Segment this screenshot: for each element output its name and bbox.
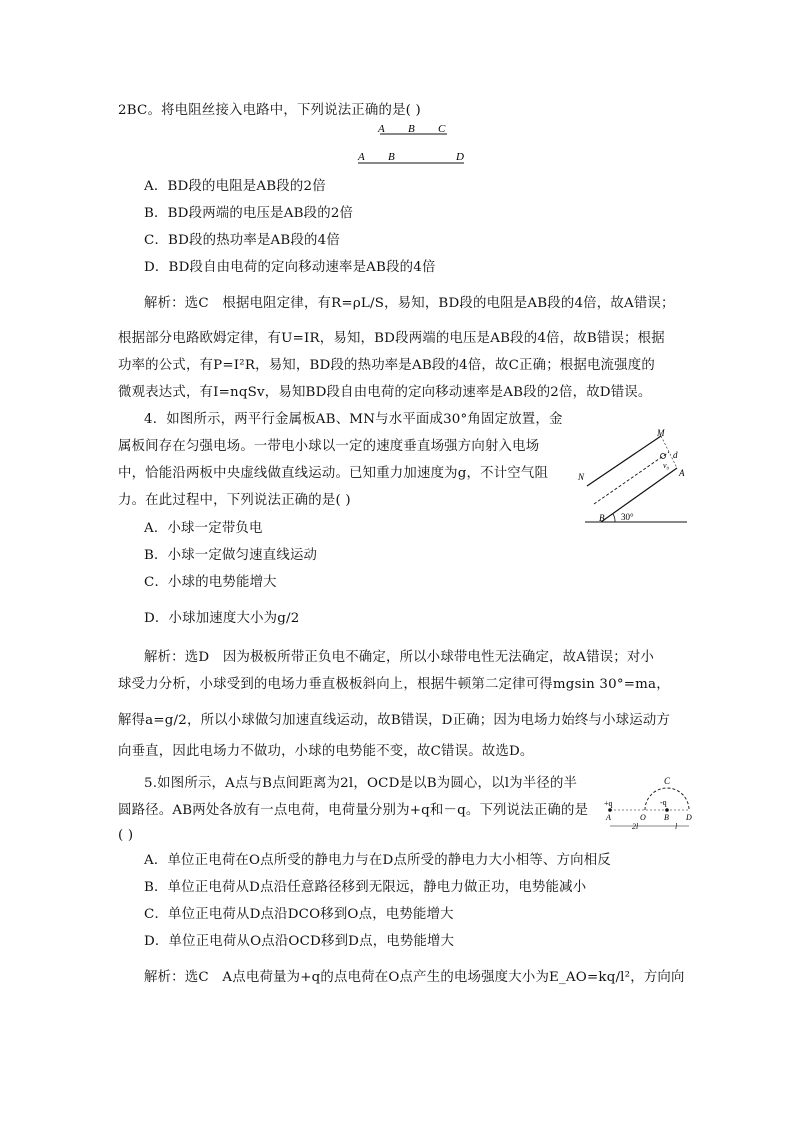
label-n: N [578,472,585,482]
q4-stem-line-3: 中，恰能沿两板中央虚线做直线运动。已知重力加速度为g，不计空气阻 [118,466,549,481]
q5-option-a: A．单位正电荷在O点所受的静电力与在D点所受的静电力大小相等、方向相反 [144,853,611,868]
ball [661,454,666,459]
q3-option-b: B．BD段两端的电压是AB段的2倍 [144,206,354,221]
wire-top-label-c: C [438,123,446,135]
label-d: d [673,450,678,460]
q5-stem-line-1: 5.如图所示，A点与B点间距离为2l，OCD是以B为圆心，以l为半径的半 [144,776,578,791]
charge-a-dot [608,808,612,812]
q3-analysis-line-3: 功率的公式，有P=I²R，易知，BD段的热功率是AB段的4倍，故C正确；根据电流强度的 [118,358,655,373]
label-o: O [640,813,646,822]
q4-stem-line-4: 力。在此过程中，下列说法正确的是( ) [118,493,351,508]
q5-stem-line-2: 圆路径。AB两处各放有一点电荷，电荷量分别为+q和－q。下列说法正确的是 [118,803,589,818]
q4-option-a: A．小球一定带负电 [144,521,263,536]
q3-analysis-line-4: 微观表达式，有I=nqSv，易知BD段自由电荷的定向移动速率是AB段的2倍，故D错误。 [118,385,652,400]
q3-analysis-line-1: 解析：选C 根据电阻定律，有R=ρL/S，易知，BD段的电阻是AB段的4倍，故A错误； [144,296,675,311]
q3-option-d: D．BD段自由电荷的定向移动速率是AB段的4倍 [144,260,436,275]
label-plus-q: +q [604,799,613,808]
label-b: B [664,813,669,822]
label-a: A [606,813,611,822]
label-2l: 2l [632,822,639,830]
q4-analysis-line-1: 解析：选D 因为极板所带正负电不确定，所以小球带电性无法确定，故A错误；对小 [144,650,655,665]
plates-diagram [575,428,693,526]
q4-option-c: C．小球的电势能增大 [144,575,277,590]
label-v0: v₀ [663,461,670,470]
semicircle-path [645,788,689,810]
q4-option-b: B．小球一定做匀速直线运动 [144,548,318,563]
wire-top-label-a: A [378,123,385,135]
label-angle: 30° [621,512,634,522]
q5-option-b: B．单位正电荷从D点沿任意路径移到无限远，静电力做正功，电势能减小 [144,880,587,895]
center-dashed-line [594,452,669,504]
q3-analysis-line-2: 根据部分电路欧姆定律，有U=IR，易知，BD段两端的电压是AB段的4倍，故B错误；根据 [118,331,665,346]
plate-mn [587,436,661,486]
charge-b-dot [665,808,669,812]
q5-option-d: D．单位正电荷从O点沿OCD移到D点，电势能增大 [144,934,455,949]
label-a: A [679,468,685,478]
q4-analysis-line-3: 解得a=g/2，所以小球做匀加速直线运动，故B错误，D正确；因为电场力始终与小球运动方 [118,713,671,728]
q4-stem-line-2: 属板间存在匀强电场。一带电小球以一定的速度垂直场强方向射入电场 [118,439,540,454]
q4-analysis-line-4: 向垂直，因此电场力不做功，小球的电势能不变，故C错误。故选D。 [118,744,534,759]
q3-stem-tail: 2BC。将电阻丝接入电路中，下列说法正确的是( ) [118,103,421,118]
plate-ab [601,468,677,522]
q4-plates-figure [575,428,693,530]
label-c: C [664,776,671,786]
label-d: D [686,813,692,822]
angle-arc [613,514,615,522]
wire-bottom-label-b: B [388,151,395,163]
wire-diagram [350,118,480,168]
label-minus-q: -q [660,798,667,807]
label-m: M [657,428,665,438]
q3-option-c: C．BD段的热功率是AB段的4倍 [144,233,340,248]
q4-option-d: D．小球加速度大小为g/2 [144,611,300,626]
q5-stem-line-3: ( ) [118,828,134,843]
charges-diagram [600,772,696,830]
q4-analysis-line-2: 球受力分析，小球受到的电场力垂直极板斜向上，根据牛顿第二定律可得mgsin 30°=ma， [118,677,670,692]
q4-stem-line-1: 4．如图所示，两平行金属板AB、MN与水平面成30°角固定放置，金 [144,412,563,427]
q5-option-c: C．单位正电荷从D点沿DCO移到O点，电势能增大 [144,907,454,922]
label-l: l [675,822,678,830]
q5-analysis-line-1: 解析：选C A点电荷量为+q的点电荷在O点产生的电场强度大小为E_AO=kq/l²，方向向 [144,970,685,985]
wire-top-label-b: B [408,123,415,135]
q3-wire-figure [350,118,480,172]
label-b: B [599,513,605,523]
wire-bottom-label-d: D [456,151,464,163]
q5-charges-figure [600,772,696,834]
wire-bottom-label-a: A [358,151,365,163]
q3-option-a: A．BD段的电阻是AB段的2倍 [144,179,326,194]
